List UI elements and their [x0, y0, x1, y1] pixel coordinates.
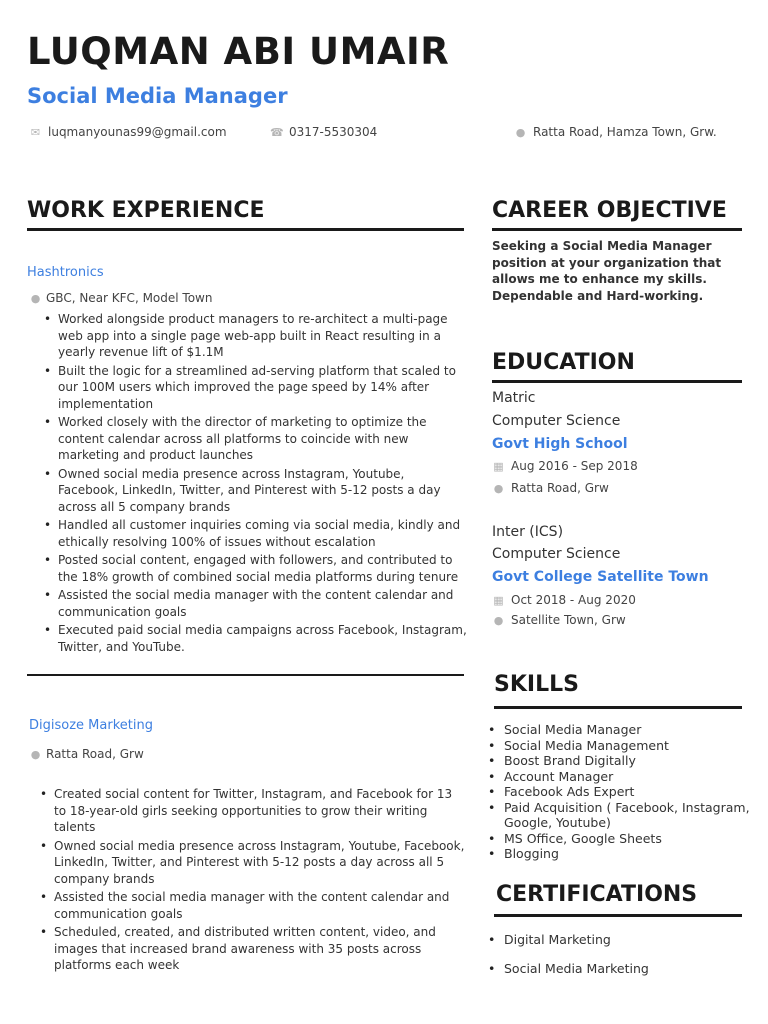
- phone-text: 0317-5530304: [289, 125, 378, 139]
- list-item: • MS Office, Google Sheets: [486, 831, 756, 847]
- list-item: • Social Media Manager: [486, 722, 756, 738]
- list-item: • Owned social media presence across Instagram, Youtube, Facebook, LinkedIn, Twitter, and Pinterest with 5-12 posts a day across all 5 company brands: [36, 838, 466, 888]
- job-2-location: [29, 747, 144, 761]
- email-text: luqmanyounas99@gmail.com: [48, 125, 227, 139]
- map-pin-icon: ●: [493, 613, 504, 627]
- edu-1-location-text: Ratta Road, Grw: [511, 481, 609, 495]
- skills-list: [486, 722, 756, 862]
- edu-2-location: [492, 613, 626, 627]
- map-pin-icon: ●: [30, 291, 41, 305]
- work-divider: [27, 228, 464, 231]
- contact-address: [514, 125, 717, 139]
- list-item: • Social Media Management: [486, 738, 756, 754]
- candidate-name: LUQMAN ABI UMAIR: [27, 30, 450, 73]
- list-item: • Digital Marketing: [486, 932, 649, 961]
- career-objective-heading: CAREER OBJECTIVE: [492, 198, 727, 223]
- edu-2-level: Inter (ICS): [492, 524, 564, 540]
- objective-text: Seeking a Social Media Manager position at your organization that allows me to enhance my skills. Dependable and Hard-working.: [492, 239, 722, 303]
- job-2-company: Digisoze Marketing: [29, 718, 153, 733]
- certifications-divider: [494, 914, 742, 917]
- list-item: • Created social content for Twitter, Instagram, and Facebook for 13 to 18-year-old girls seeking opportunities to grow their writing talents: [36, 786, 466, 836]
- skills-heading: SKILLS: [494, 672, 579, 697]
- education-divider: [492, 380, 742, 383]
- contact-email: [29, 125, 227, 139]
- objective-divider: [492, 228, 742, 231]
- certifications-heading: CERTIFICATIONS: [496, 882, 698, 907]
- edu-1-level: Matric: [492, 390, 536, 406]
- edu-1-dates-text: Aug 2016 - Sep 2018: [511, 459, 638, 473]
- phone-icon: ☎: [270, 125, 284, 139]
- list-item: • Scheduled, created, and distributed written content, video, and images that increased brand awareness with 35 posts across platforms each week: [36, 924, 466, 974]
- list-item: • Handled all customer inquiries coming via social media, kindly and ethically resolving 100% of issues without escalation: [40, 517, 468, 550]
- job-2-bullets: [36, 786, 466, 976]
- envelope-icon: ✉: [30, 125, 41, 139]
- calendar-icon: ▦: [493, 459, 504, 473]
- calendar-icon: ▦: [493, 593, 504, 607]
- edu-2-school: Govt College Satellite Town: [492, 569, 709, 585]
- map-pin-icon: ●: [493, 481, 504, 495]
- list-item: • Social Media Marketing: [486, 961, 649, 990]
- edu-2-field: Computer Science: [492, 546, 621, 562]
- edu-1-field: Computer Science: [492, 413, 621, 429]
- list-item: • Account Manager: [486, 769, 756, 785]
- edu-2-dates: [492, 593, 636, 607]
- list-item: • Worked alongside product managers to re-architect a multi-page web app into a single page web-app built in React resulting in a yearly revenue lift of $1.1M: [40, 311, 468, 361]
- job-1-bullets: [40, 311, 468, 657]
- job-divider: [27, 674, 464, 676]
- certifications-list: [486, 932, 649, 990]
- skills-divider: [494, 706, 742, 709]
- job-2-location-text: Ratta Road, Grw: [46, 747, 144, 761]
- edu-1-dates: [492, 459, 638, 473]
- edu-2-location-text: Satellite Town, Grw: [511, 613, 626, 627]
- education-heading: EDUCATION: [492, 350, 635, 375]
- list-item: • Facebook Ads Expert: [486, 784, 756, 800]
- list-item: • Assisted the social media manager with the content calendar and communication goals: [40, 587, 468, 620]
- list-item: • Executed paid social media campaigns across Facebook, Instagram, Twitter, and YouTube.: [40, 622, 468, 655]
- list-item: • Posted social content, engaged with followers, and contributed to the 18% growth of combined social media platforms during tenure: [40, 552, 468, 585]
- edu-1-school: Govt High School: [492, 436, 628, 452]
- map-pin-icon: ●: [30, 747, 41, 761]
- job-1-location: [29, 291, 212, 305]
- list-item: • Blogging: [486, 846, 756, 862]
- list-item: • Assisted the social media manager with the content calendar and communication goals: [36, 889, 466, 922]
- work-experience-heading: WORK EXPERIENCE: [27, 198, 265, 223]
- edu-1-location: [492, 481, 609, 495]
- list-item: • Built the logic for a streamlined ad-serving platform that scaled to our 100M users which improved the page speed by 14% after implementation: [40, 363, 468, 413]
- job-1-location-text: GBC, Near KFC, Model Town: [46, 291, 213, 305]
- list-item: • Worked closely with the director of marketing to optimize the content calendar across all platforms to coincide with new marketing and product launches: [40, 414, 468, 464]
- candidate-role: Social Media Manager: [27, 84, 288, 108]
- job-1-company: Hashtronics: [27, 265, 104, 280]
- contact-phone: [270, 125, 377, 139]
- list-item: • Paid Acquisition ( Facebook, Instagram, Google, Youtube): [486, 800, 756, 831]
- list-item: • Boost Brand Digitally: [486, 753, 756, 769]
- list-item: • Owned social media presence across Instagram, Youtube, Facebook, LinkedIn, Twitter, and Pinterest with 5-12 posts a day across all 5 company brands: [40, 466, 468, 516]
- map-pin-icon: ●: [515, 125, 526, 139]
- edu-2-dates-text: Oct 2018 - Aug 2020: [511, 593, 636, 607]
- address-text: Ratta Road, Hamza Town, Grw.: [533, 125, 717, 139]
